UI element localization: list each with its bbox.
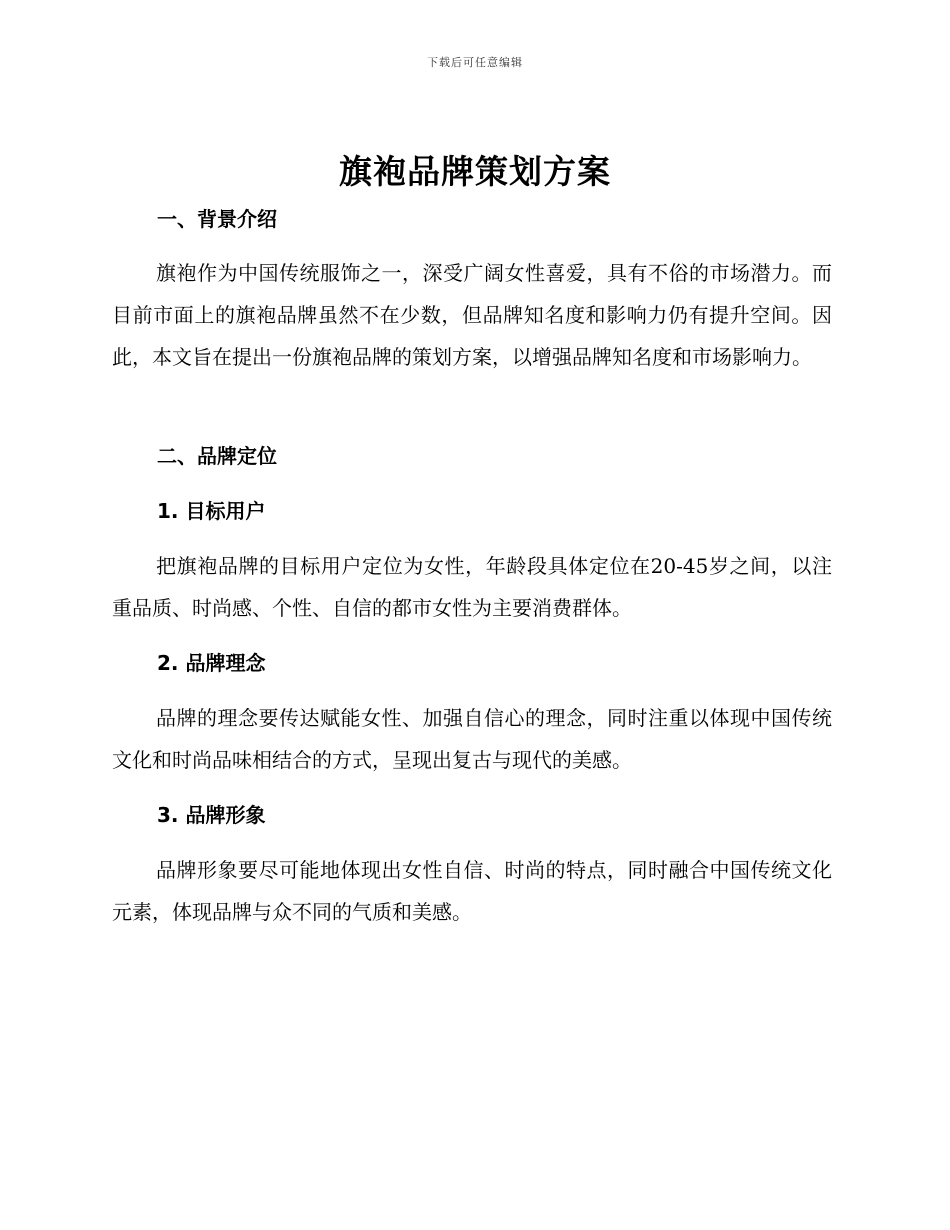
header-note: 下载后可任意编辑 bbox=[427, 56, 523, 69]
subheading-brand-image: 3. 品牌形象 bbox=[157, 803, 266, 827]
document-title: 旗袍品牌策划方案 bbox=[339, 152, 611, 191]
paragraph-brand-image: 品牌形象要尽可能地体现出女性自信、时尚的特点，同时融合中国传统文化元素，体现品牌与众不同的气质和美感。 bbox=[112, 858, 832, 924]
paragraph-target-users: 把旗袍品牌的目标用户定位为女性，年龄段具体定位在20-45岁之间，以注重品质、时尚感、个性、自信的都市女性为主要消费群体。 bbox=[112, 554, 832, 620]
paragraph-background: 旗袍作为中国传统服饰之一，深受广阔女性喜爱，具有不俗的市场潜力。而目前市面上的旗袍品牌虽然不在少数，但品牌知名度和影响力仍有提升空间。因此，本文旨在提出一份旗袍品牌的策划方案，以增强品牌知名度和市场影响力。 bbox=[112, 261, 832, 369]
subheading-brand-philosophy: 2. 品牌理念 bbox=[157, 651, 266, 675]
section-heading-background: 一、背景介绍 bbox=[157, 207, 277, 231]
paragraph-brand-philosophy: 品牌的理念要传达赋能女性、加强自信心的理念，同时注重以体现中国传统文化和时尚品味相结合的方式，呈现出复古与现代的美感。 bbox=[112, 706, 832, 772]
section-heading-brand-positioning: 二、品牌定位 bbox=[157, 444, 277, 468]
subheading-target-users: 1. 目标用户 bbox=[157, 499, 266, 523]
